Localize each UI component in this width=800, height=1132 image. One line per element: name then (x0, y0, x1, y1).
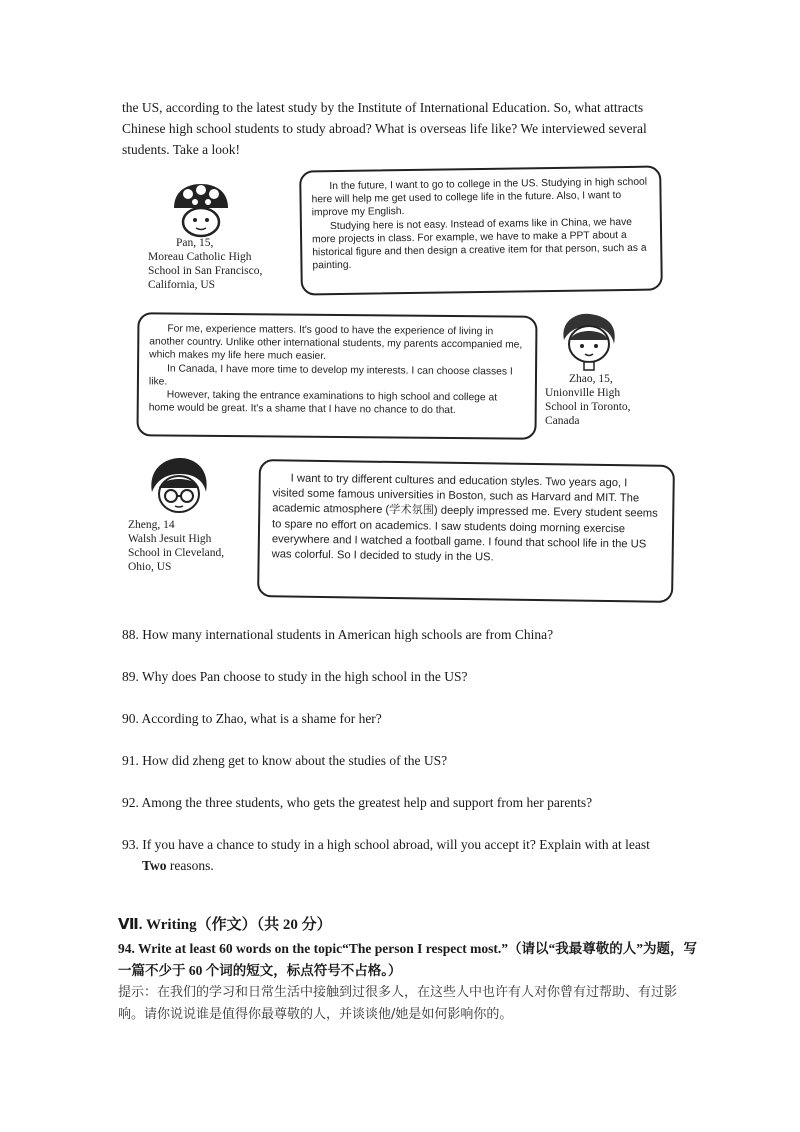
question-item: 89. Why does Pan choose to study in the high school in the US? (122, 669, 468, 684)
zhao-cartoon-icon (556, 310, 622, 372)
pan-cartoon-icon (168, 180, 234, 242)
question-item: 90. According to Zhao, what is a shame for her? (122, 711, 382, 726)
bubble-paragraph: In Canada, I have more time to develop my interests. I can choose classes I like. (148, 363, 513, 388)
caption-line: School in Cleveland, (128, 547, 225, 559)
intro-line: the US, according to the latest study by the Institute of International Education. So, what attracts (122, 100, 644, 115)
zheng-cartoon-icon (146, 456, 212, 518)
bubble-paragraph: For me, experience matters. It's good to have the experience of living in another country. Unlike other international students, my parents accompanied me, which makes my life here much easier. (149, 323, 523, 363)
caption-line: School in San Francisco, (148, 265, 263, 277)
caption-line: School in Toronto, (545, 401, 631, 413)
intro-paragraph (122, 97, 682, 160)
caption-line: California, US (148, 279, 216, 291)
question-item-93 (122, 834, 692, 876)
writing-hint: 提示：在我们的学习和日常生活中接触到过很多人，在这些人中也许有人对你曾有过帮助、有过影响。请你说说谁是值得你最尊敬的人，并谈谈他/她是如何影响你的。 (118, 985, 678, 1022)
zheng-caption (128, 518, 224, 574)
caption-line: Zhao, 15, (569, 373, 613, 385)
writing-task: 94. Write at least 60 words on the topic“The person I respect most.”（请以“我最尊敬的人”为题，写一篇不少于 60 个词的短文，标点符号不占格。） (118, 941, 697, 978)
bubble-paragraph: However, taking the entrance examinations to high school and college at home would be great. It's a shame that I have no chance to do that. (148, 389, 498, 417)
question-93-line2 (122, 855, 692, 876)
caption-line: Zheng, 14 (128, 519, 175, 531)
caption-line: Ohio, US (128, 561, 172, 573)
question-item: 91. How did zheng get to know about the studies of the US? (122, 753, 448, 768)
writing-section (118, 913, 698, 1026)
zhao-caption (545, 372, 631, 428)
bubble-paragraph: I want to try different cultures and education styles. Two years ago, I visited some famous universities in Boston, such as Harvard and MIT. The academic atmosphere (学术氛围) deeply impressed me. Every student seems to spare no effort on academics. I saw students doing morning exercise everywhere and I watched a football game. I found that school life in the US was colorful. So I decided to study in the US. (271, 472, 658, 564)
pan-speech-bubble (299, 165, 663, 295)
caption-line: Walsh Jesuit High (128, 533, 212, 545)
zheng-speech-bubble (257, 459, 675, 603)
intro-line: Chinese high school students to study abroad? What is overseas life like? We interviewed several (122, 121, 647, 136)
caption-line: Canada (545, 415, 580, 427)
question-93-line1: 93. If you have a chance to study in a high school abroad, will you accept it? Explain with at least (122, 837, 650, 852)
zhao-speech-bubble (136, 312, 537, 439)
caption-line: Moreau Catholic High (148, 251, 252, 263)
bubble-paragraph: Studying here is not easy. Instead of exams like in China, we have more projects in class. For example, we have to make a PPT about a historical figure and then design a creative item for that person, such as a painting. (312, 216, 647, 272)
question-item: 92. Among the three students, who gets the greatest help and support from her parents? (122, 795, 593, 810)
caption-line: Pan, 15, (176, 237, 214, 249)
section-title: Ⅶ. Writing（作文）（共 20 分） (118, 917, 332, 933)
bubble-paragraph: In the future, I want to go to college in the US. Studying in high school here will help me get used to college life in the future. Also, I want to improve my English. (311, 176, 648, 219)
question-93-rest: reasons. (166, 858, 214, 873)
intro-line: students. Take a look! (122, 142, 241, 157)
question-item: 88. How many international students in American high schools are from China? (122, 627, 554, 642)
pan-caption (148, 236, 262, 292)
questions-list (122, 624, 692, 897)
caption-line: Unionville High (545, 387, 621, 399)
question-93-bold: Two (142, 858, 167, 873)
